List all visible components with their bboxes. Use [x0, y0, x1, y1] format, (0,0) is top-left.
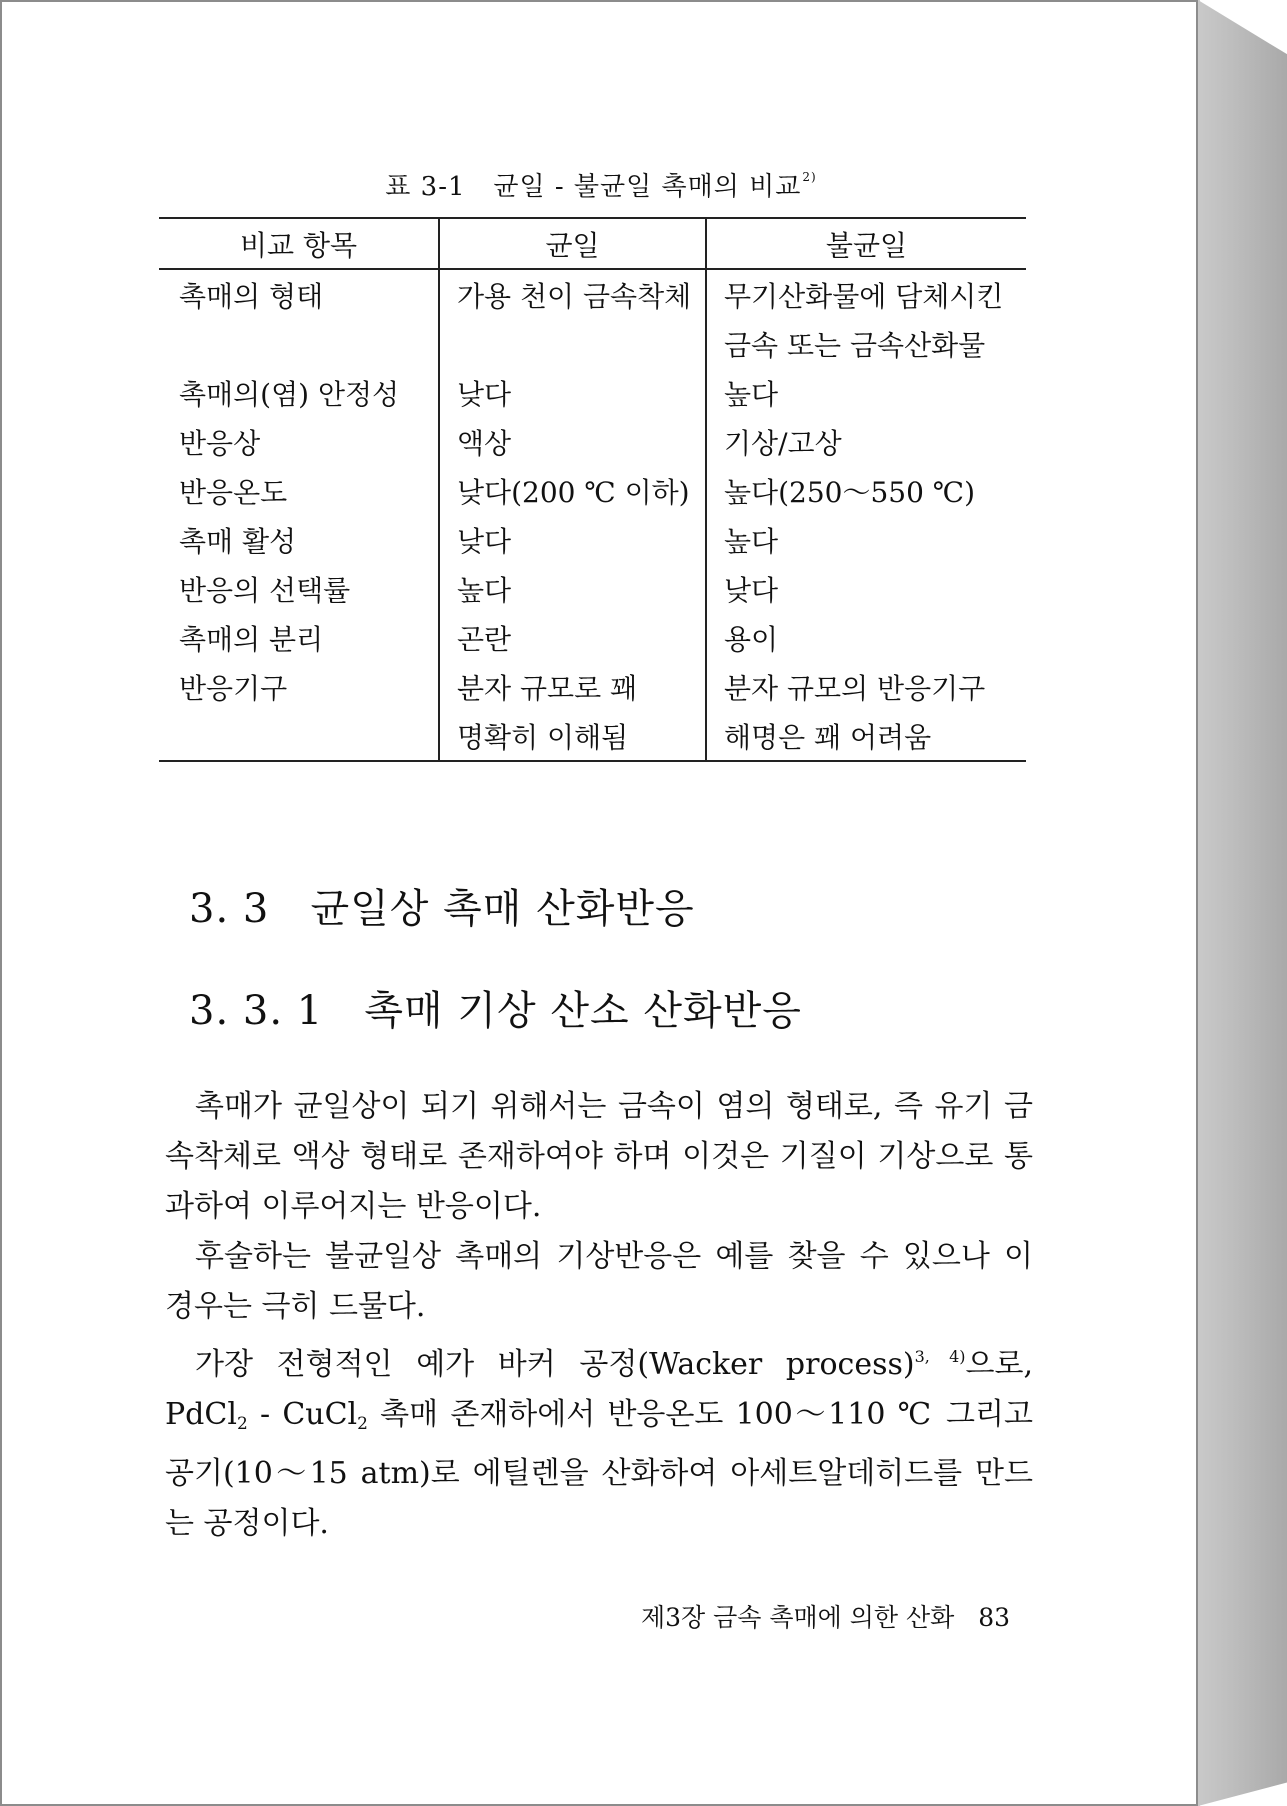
table-row [159, 269, 1026, 319]
table-cell: 가용 천이 금속착체 [439, 269, 706, 319]
table-cell: 반응의 선택률 [179, 573, 351, 607]
subscript: 2 [236, 1414, 248, 1434]
subscript: 2 [357, 1414, 368, 1434]
table-cell: 분자 규모로 꽤 [439, 662, 706, 711]
table-row [159, 564, 1026, 613]
table-caption-text: 균일 - 불균일 촉매의 비교 [493, 172, 802, 202]
comparison-table [159, 217, 1026, 762]
citation-ref: 3, 4) [914, 1347, 966, 1366]
paragraph-text: 가장 전형적인 예가 바커 공정(Wacker process) [195, 1347, 915, 1382]
section-heading [189, 877, 695, 934]
table-cell: 낮다 [439, 515, 706, 564]
table-cell [159, 319, 439, 368]
table-cell: 용이 [706, 613, 1026, 662]
body-text [165, 1082, 1033, 1549]
table-header: 불균일 [706, 218, 1026, 269]
table-cell: 높다 [706, 515, 1026, 564]
subsection-title: 촉매 기상 산소 산화반응 [364, 988, 802, 1034]
table-header: 비교 항목 [159, 218, 439, 269]
table-cell: 금속 또는 금속산화물 [706, 319, 1026, 368]
table-cell: 무기산화물에 담체시킨 [706, 269, 1026, 319]
paragraph [165, 1332, 1033, 1549]
table-row [159, 417, 1026, 466]
table-cell [439, 319, 706, 368]
table-row [159, 319, 1026, 368]
table-cell: 높다 [706, 368, 1026, 417]
page-footer [2, 1598, 1010, 1634]
table-row [159, 613, 1026, 662]
table-row [159, 662, 1026, 711]
table-cell: 액상 [439, 417, 706, 466]
table-cell: 반응온도 [179, 475, 288, 509]
table-cell: 높다 [439, 564, 706, 613]
table-cell: 낮다(200 ℃ 이하) [439, 466, 706, 515]
table-cell: 낮다 [439, 368, 706, 417]
paragraph-text: - CuCl [247, 1397, 358, 1432]
table-cell: 촉매 활성 [179, 524, 297, 558]
table-cell: 촉매의(염) 안정성 [179, 377, 400, 411]
table-cell: 낮다 [706, 564, 1026, 613]
table-cell: 반응상 [179, 426, 261, 460]
subsection-heading [189, 979, 802, 1036]
table-cell: 명확히 이해됨 [439, 711, 706, 761]
table-cell: 촉매의 분리 [179, 622, 324, 656]
page-edge [1198, 0, 1287, 1806]
table-header: 균일 [439, 218, 706, 269]
table-header-row [159, 218, 1026, 269]
paragraph: 촉매가 균일상이 되기 위해서는 금속이 염의 형태로, 즉 유기 금속착체로 액상 형태로 존재하여야 하며 이것은 기질이 기상으로 통과하여 이루어지는 반응이다. [165, 1089, 1033, 1224]
table-caption [2, 166, 1200, 203]
table-row [159, 515, 1026, 564]
table-cell: 높다(250～550 ℃) [706, 466, 1026, 515]
section-title: 균일상 촉매 산화반응 [310, 886, 695, 932]
paragraph: 후술하는 불균일상 촉매의 기상반응은 예를 찾을 수 있으나 이 경우는 극히 드물다. [165, 1239, 1033, 1324]
page-number: 83 [978, 1603, 1010, 1632]
paragraph-text: 촉매 존재하에서 반응온도 100～110 ℃ 그리고 공기(10～15 atm)로 에틸렌을 산화하여 아세트알데히드를 만드는 공정이다. [165, 1397, 1033, 1541]
table-caption-prefix: 표 3-1 [385, 172, 466, 202]
table-cell: 곤란 [439, 613, 706, 662]
paragraph-text: 으로, PdCl [165, 1347, 1033, 1432]
table-cell: 반응기구 [179, 671, 288, 705]
table-cell [159, 711, 439, 761]
table-row [159, 368, 1026, 417]
table-caption-ref: 2) [802, 170, 817, 184]
table-cell: 기상/고상 [706, 417, 1026, 466]
table-row [159, 711, 1026, 761]
table-cell: 해명은 꽤 어려움 [706, 711, 1026, 761]
table-row [159, 466, 1026, 515]
table-cell: 촉매의 형태 [179, 279, 324, 313]
subsection-number: 3. 3. 1 [189, 988, 324, 1034]
chapter-title: 제3장 금속 촉매에 의한 산화 [640, 1603, 955, 1632]
table-cell: 분자 규모의 반응기구 [706, 662, 1026, 711]
section-number: 3. 3 [189, 886, 270, 932]
